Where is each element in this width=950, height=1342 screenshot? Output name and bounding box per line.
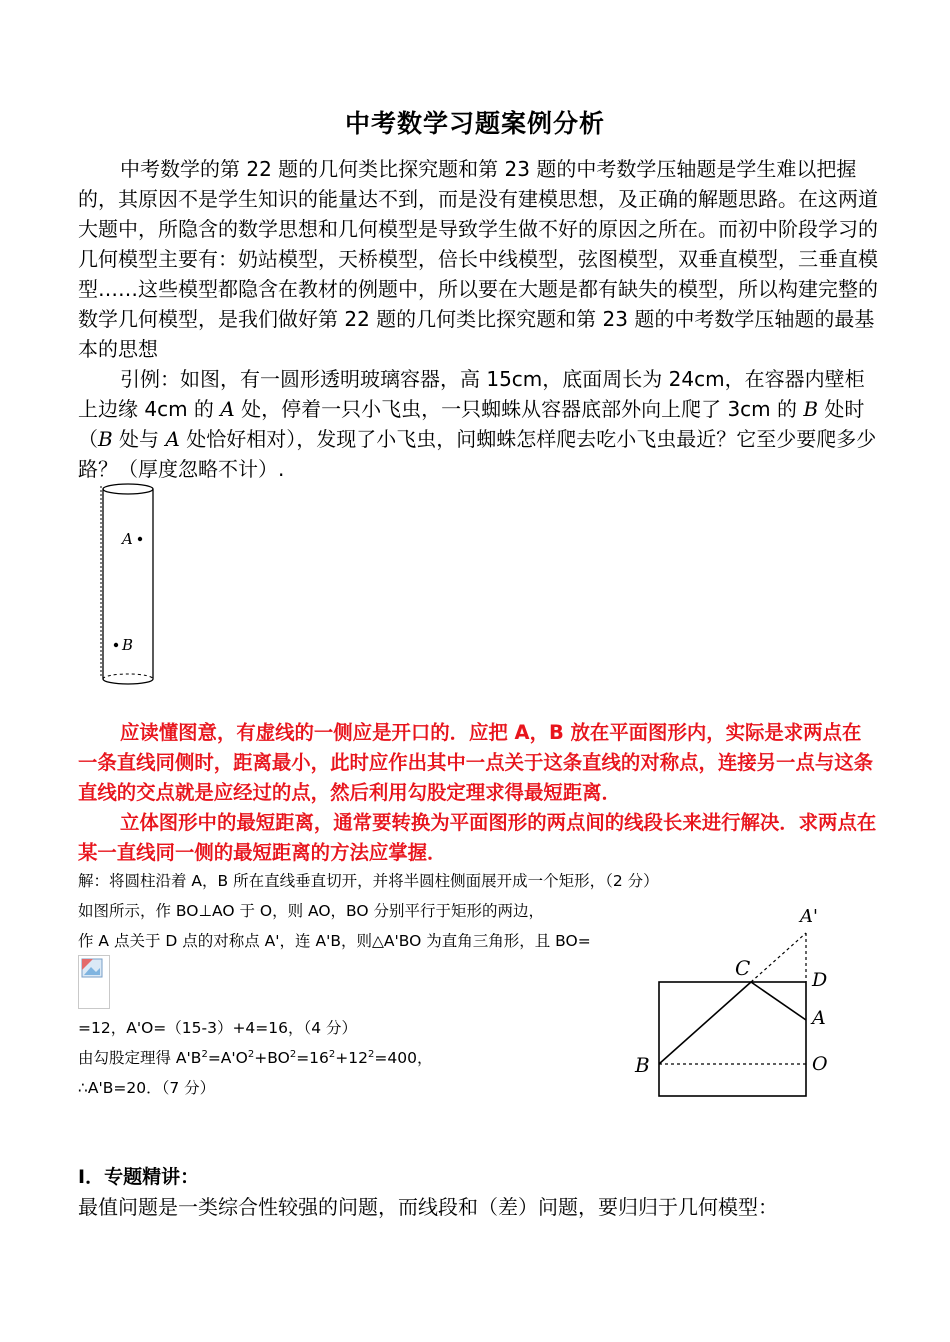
label-d: D	[812, 969, 828, 991]
hint-block	[78, 718, 878, 868]
section-text: 最值问题是一类综合性较强的问题，而线段和（差）问题，要归归于几何模型：	[78, 1195, 778, 1219]
page-title: 中考数学习题案例分析	[344, 109, 605, 138]
solution-line-4: =12，A'O=（15-3）+4=16，（4 分）	[78, 1019, 358, 1037]
solution-line-1: 解：将圆柱沿着 A，B 所在直线垂直切开，并将半圆柱侧面展开成一个矩形，（2 分）	[78, 872, 659, 890]
cylinder-label-b: B	[122, 636, 134, 654]
hint-2: 立体图形中的最短距离，通常要转换为平面图形的两点间的线段长来进行解决．求两点在某一直线同一侧的最短距离的方法应掌握．	[78, 811, 877, 864]
label-a: A	[812, 1007, 826, 1029]
section-title: Ⅰ．专题精讲：	[78, 1166, 200, 1188]
intro-paragraph	[78, 154, 878, 484]
solution-line-2: 如图所示，作 BO⊥AO 于 O，则 AO，BO 分别平行于矩形的两边，	[78, 902, 545, 920]
solution-line-5: 由勾股定理得 $A'B^2=A'O^2+BO^2=16^2+12^2=400$，	[78, 1049, 433, 1067]
example-text: 引例：如图，有一圆形透明玻璃容器，高 15cm，底面周长为 24cm，在容器内壁柜上边缘 4cm 的 A 处，停着一只小飞虫，一只蜘蛛从容器底部外向上爬了 3cm 的 B 处时（B 处与 A 处恰好相对），发现了小飞虫，问蜘蛛怎样爬去吃小飞虫最近？它至少要爬多少路？（厚度忽略不计）.	[78, 367, 877, 481]
solution-line-3: 作 A 点关于 D 点的对称点 A'，连 A'B，则△A'BO 为直角三角形，且 BO=	[78, 932, 591, 950]
broken-image-icon	[78, 955, 110, 1009]
label-c: C	[735, 956, 751, 980]
solution-line-6: ∴A'B=20．（7 分）	[78, 1079, 216, 1097]
label-b: B	[635, 1053, 650, 1077]
rectangle-figure	[628, 900, 840, 1105]
label-o: O	[812, 1053, 828, 1075]
cylinder-label-a: A	[122, 530, 133, 548]
label-a-prime: A'	[800, 906, 818, 927]
hint-1: 应读懂图意，有虚线的一侧应是开口的．应把 A，B 放在平面图形内，实际是求两点在一条直线同侧时，距离最小，此时应作出其中一点关于这条直线的对称点，连接另一点与这条直线的交点就是应经过的点，然后利用勾股定理求得最短距离．	[78, 721, 874, 804]
intro-text: 中考数学的第 22 题的几何类比探究题和第 23 题的中考数学压轴题是学生难以把握的，其原因不是学生知识的能量达不到，而是没有建模思想，及正确的解题思路。在这两道大题中，所隐含的数学思想和几何模型是导致学生做不好的原因之所在。而初中阶段学习的几何模型主要有：奶站模型，天桥模型，倍长中线模型，弦图模型，双垂直模型，三垂直模型……这些模型都隐含在教材的例题中，所以要在大题是都有缺失的模型，所以构建完整的数学几何模型，是我们做好第 22 题的几何类比探究题和第 23 题的中考数学压轴题的最基本的思想	[78, 157, 878, 361]
cylinder-figure	[95, 478, 165, 693]
